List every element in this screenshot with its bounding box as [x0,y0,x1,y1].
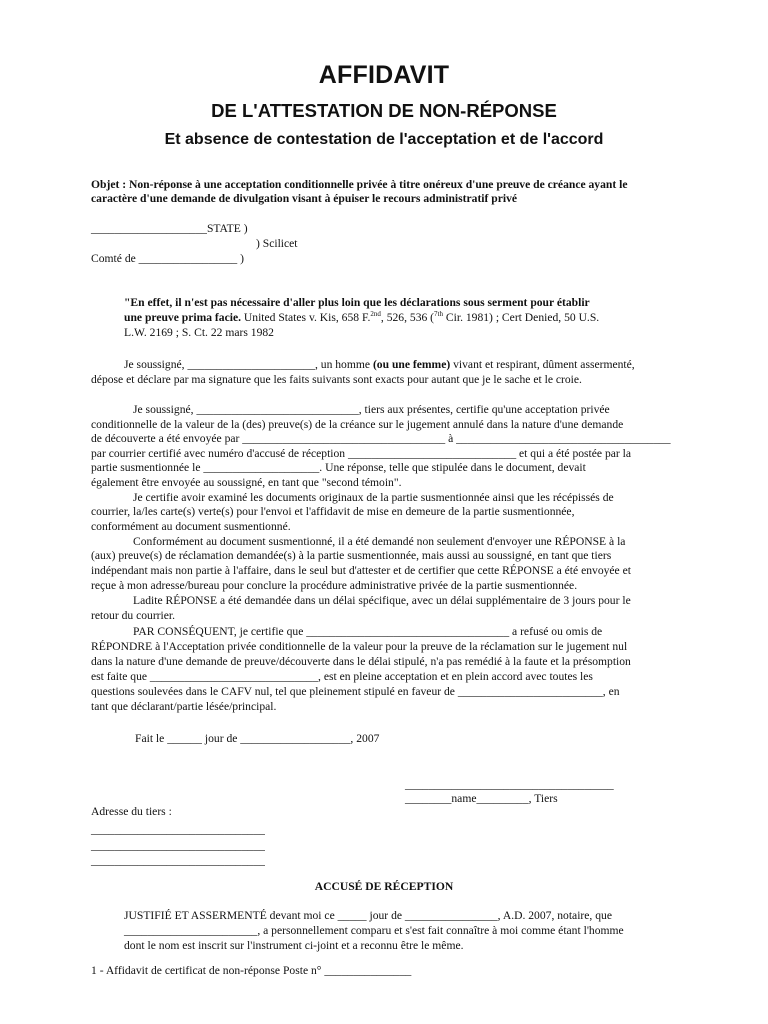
accuse-line-3: dont le nom est inscrit sur l'instrument ci-joint et a reconnu être le même. [124,939,464,952]
accuse-title: ACCUSÉ DE RÉCEPTION [314,880,454,893]
body-line: PAR CONSÉQUENT, je certifie que ___________________________________ a refusé ou omis de [133,625,603,638]
footer-line: 1 - Affidavit de certificat de non-réponse Poste n° _______________ [91,964,412,977]
signature-name-line: ________name_________, Tiers [405,792,558,805]
para1-line-1 [124,358,635,372]
body-line: Je certifie avoir examiné les documents originaux de la partie susmentionnée ainsi que les récépissés de [133,491,614,504]
body-line: indépendant mais non partie à l'affaire, dans le seul but d'attester et de certifier que cette RÉPONSE a été envoyée et [91,564,631,577]
accuse-line-2: _______________________, a personnellement comparu et s'est fait connaître à moi comme étant l'homme [124,924,624,937]
body-line: est faite que _____________________________, est en pleine acceptation et en plein accord avec toutes les [91,670,593,683]
accuse-line-1: JUSTIFIÉ ET ASSERMENTÉ devant moi ce _____ jour de ________________, A.D. 2007, notaire, que [124,909,612,922]
body-line: retour du courrier. [91,609,176,622]
para1-text-b: vivant et respirant, dûment assermenté, [450,358,635,371]
adresse-line: ______________________________ [91,823,265,836]
body-line: conditionnelle de la valeur de la (des) preuve(s) de la créance sur le jugement annulé dans la nature d'une demande [91,418,624,431]
scilicet: ) Scilicet [256,237,298,250]
body-line: dans la nature d'une demande de preuve/découverte dans le délai stipulé, n'a pas remédié à la faute et la présomption [91,655,631,668]
body-line: Conformément au document susmentionné, il a été demandé non seulement d'envoyer une RÉPONSE à la [133,535,626,548]
state-line: ____________________STATE ) [91,222,248,235]
body-line: Ladite RÉPONSE a été demandée dans un délai spécifique, avec un délai supplémentaire de 3 jours pour le [133,594,631,607]
quote-citation-b: , 526, 536 ( [380,311,435,324]
quote-bold: une preuve prima facie. [124,311,241,324]
para1-text-a: Je soussigné, ______________________, un homme [124,358,373,371]
body-line: questions soulevées dans le CAFV nul, tel que pleinement stipulé en faveur de _________________________, en [91,685,620,698]
comte-line: Comté de _________________ ) [91,252,244,265]
adresse-line: ______________________________ [91,839,265,852]
body-line: Je soussigné, ____________________________, tiers aux présentes, certifie qu'une acceptation privée [133,403,610,416]
body-line: courrier, la/les carte(s) verte(s) pour l'envoi et l'affidavit de mise en demeure de la partie susmentionnée, [91,505,575,518]
body-line: (aux) preuve(s) de réclamation demandée(s) à la partie susmentionnée, mais aussi au soussigné, en tant que tiers [91,549,612,562]
quote-line-2 [124,311,599,325]
document-subtitle-2: Et absence de contestation de l'acceptation et de l'accord [164,131,604,148]
body-line: de découverte a été envoyée par ___________________________________ à _____________________________________ [91,432,671,445]
para1-line-2: dépose et déclare par ma signature que les faits suivants sont exacts pour autant que je le sache et le croie. [91,373,582,386]
quote-line-3: L.W. 2169 ; S. Ct. 22 mars 1982 [124,326,274,339]
body-line: tant que déclarant/partie lésée/principal. [91,700,277,713]
quote-citation-c: Cir. 1981) ; Cert Denied, 50 U.S. [443,311,600,324]
sup-7th: 7th [434,310,443,319]
sup-2nd: 2nd [370,310,381,319]
para1-bold: (ou une femme) [372,358,451,371]
body-line: reçue à mon adresse/bureau pour conclure la procédure administrative privée de la partie susmentionnée. [91,579,578,592]
body-line: par courrier certifié avec numéro d'accusé de réception _____________________________ et qui a été postée par la [91,447,632,460]
adresse-line: ______________________________ [91,854,265,867]
signature-line: ____________________________________ [405,778,614,791]
body-line: RÉPONDRE à l'Acceptation privée conditionnelle de la valeur pour la preuve de la réclamation sur le jugement nul [91,640,628,653]
quote-line-1: "En effet, il n'est pas nécessaire d'aller plus loin que les déclarations sous serment pour établir [124,296,590,309]
objet-line-1: Objet : Non-réponse à une acceptation conditionnelle privée à titre onéreux d'une preuve de créance ayant le [91,178,628,191]
body-line: conformément au document susmentionné. [91,520,291,533]
document-subtitle: DE L'ATTESTATION DE NON-RÉPONSE [211,100,557,121]
objet-line-2: caractère d'une demande de divulgation visant à épuiser le recours administratif privé [91,192,518,205]
document-title: AFFIDAVIT [318,61,450,89]
fait-le-line: Fait le ______ jour de ___________________, 2007 [135,732,380,745]
body-line: également être envoyée au soussigné, en tant que "second témoin". [91,476,402,489]
body-line: partie susmentionnée le ____________________. Une réponse, telle que stipulée dans le document, devait [91,461,586,474]
quote-citation-a: United States v. Kis, 658 F. [241,311,371,324]
adresse-label: Adresse du tiers : [91,805,172,818]
